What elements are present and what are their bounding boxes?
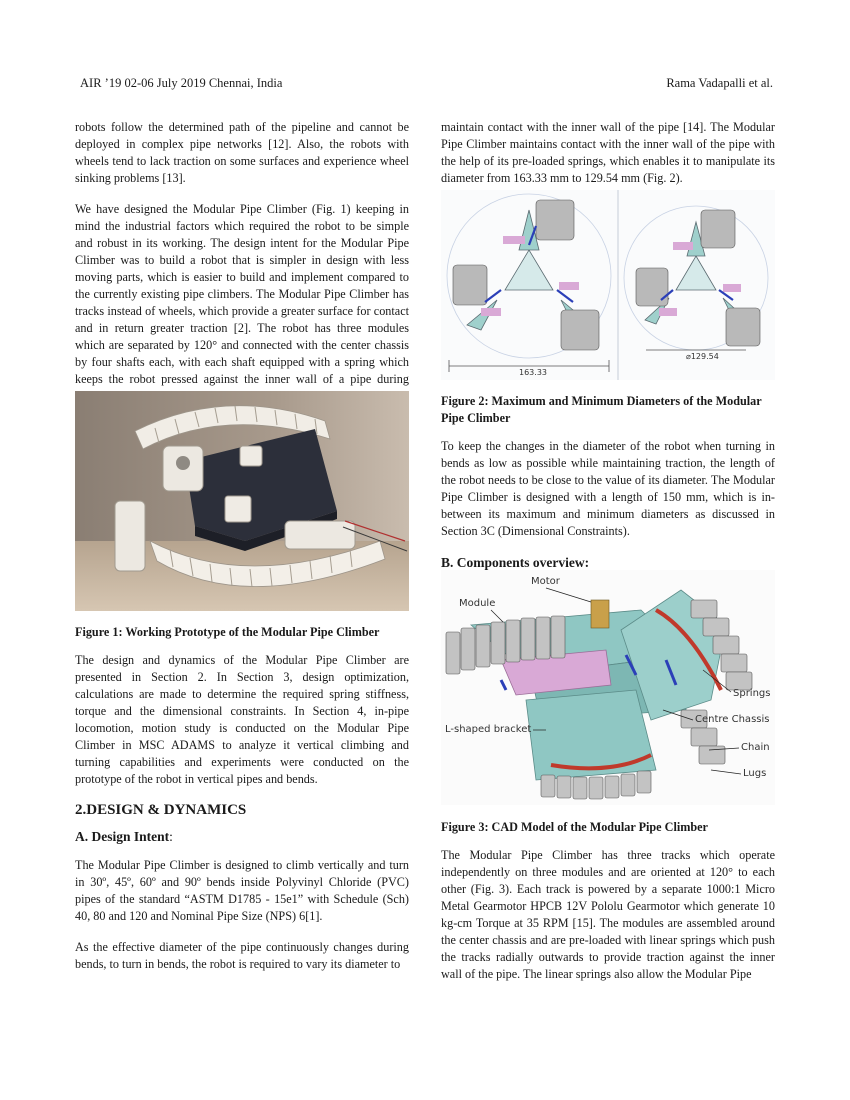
figure-2-caption: Figure 2: Maximum and Minimum Diameters of the Modular Pipe Climber (441, 394, 762, 425)
cad-label-module: Module (459, 598, 496, 609)
paragraph-design-intent: The Modular Pipe Climber is designed to climb vertically and turn in 30º, 45º, 60º and 90º bends inside Polyvinyl Chloride (PVC) pipes of the standard “ASTM D1785 - 15e1” with Schedule (Sch) 40, 80 and 120 and Nominal Pipe Size (NPS) 6[1]. (75, 858, 409, 923)
paragraph-diameter-change: maintain contact with the inner wall of the pipe [14]. The Modular Pipe Climber maintains contact with the inner wall of the pipe with the help of its pre-loaded springs, which enables it to manipulate its diameter from 163.33 mm to 129.54 mm (Fig. 2). (441, 120, 775, 185)
paragraph-design-overview: We have designed the Modular Pipe Climber (Fig. 1) keeping in mind the industrial factors which required the robot to be simple and robust in its working. The design intent for the Modular Pipe Climber was to build a robot that is simpler in design with less moving parts, which is easier to build and implement compared to the currently existing pipe climbers. The Modular Pipe Climber has tracks instead of wheels, which provide a greater surface for contact and in return greater traction [2]. The robot has three modules which are separated by 120° and connected with the center chassis by four shafts each, with each shaft equipped with a spring which keeps the robot pressed against the inner wall of a pipe during (75, 202, 409, 386)
cad-label-chain: Chain (741, 742, 770, 753)
figure-1-photo (75, 391, 409, 611)
paragraph-length-constraint: To keep the changes in the diameter of the robot when turning in bends as low as possible while maintaining traction, the length of the robot needs to be close to the value of its diameter. The Modular Pipe Climber is designed with a length of 150 mm, which is in-between its maximum and minimum diameters as discussed in Section 3C (Dimensional Constraints). (441, 439, 775, 538)
min-diameter-view (624, 206, 768, 350)
right-column-middle (441, 393, 775, 571)
paragraph-tracks: The Modular Pipe Climber has three tracks which operate independently on three modules and are oriented at 120° to each other (Fig. 3). Each track is powered by a separate 1000:1 Micro Metal Gearmotor HPCB 12V Pololu Gearmotor which generate 10 kg-cm Torque at 35 RPM [15]. The modules are assembled around the center chassis and are pre-loaded with linear springs which push the tracks radially outwards to provide traction against the inner wall of the pipe. The linear springs also allow the Modular Pipe (441, 848, 775, 981)
diameter-diagrams (441, 190, 775, 380)
right-column-top (441, 119, 775, 187)
figure-2-dim-max: 163.33 (519, 368, 547, 377)
cad-label-bracket: L-shaped bracket (445, 724, 532, 735)
cad-label-centre-chassis: Centre Chassis (695, 714, 770, 725)
running-header-left: AIR ’19 02-06 July 2019 Chennai, India (80, 76, 283, 90)
paragraph-intro-continued: robots follow the determined path of the pipeline and cannot be deployed in complex pipe networks [12]. Also, the robots with wheels tend to lack traction on some surfaces and experience wheel sinking problems [13]. (75, 120, 409, 185)
prototype-illustration (75, 391, 409, 611)
subsection-a-colon: : (169, 829, 173, 844)
cad-label-lugs: Lugs (743, 768, 767, 779)
figure-2-dim-min: ⌀129.54 (686, 352, 719, 361)
right-column-lower (441, 819, 775, 983)
subsection-a-title: A. Design Intent (75, 829, 170, 844)
left-column (75, 119, 409, 405)
figure-1-caption: Figure 1: Working Prototype of the Modular Pipe Climber (75, 625, 380, 639)
cad-label-motor: Motor (531, 576, 560, 587)
figure-2-diagram (441, 190, 775, 380)
subsection-heading-a (75, 828, 409, 845)
section-heading: 2.DESIGN & DYNAMICS (75, 802, 247, 818)
figure-3-caption: Figure 3: CAD Model of the Modular Pipe Climber (441, 820, 708, 834)
paragraph-bends: As the effective diameter of the pipe continuously changes during bends, to turn in bends, the robot is required to vary its diameter to (75, 940, 409, 971)
running-header-right: Rama Vadapalli et al. (666, 76, 773, 90)
subsection-heading-b: B. Components overview: (441, 555, 590, 570)
paragraph-paper-outline: The design and dynamics of the Modular Pipe Climber are presented in Section 2. In Section 3, design optimization, calculations are made to determine the required spring stiffness, torque and the dimensional constraints. In Section 4, in-pipe locomotion, motion study is conducted on the Modular Pipe Climber in MSC ADAMS to analyze it vertical climbing and turning capabilities and experiments were conducted on the prototype of the robot in vertical pipes and bends. (75, 653, 409, 786)
max-diameter-view (447, 194, 611, 372)
cad-label-springs: Springs (733, 688, 771, 699)
left-column-lower (75, 624, 409, 788)
figure-3-cad (441, 570, 775, 805)
left-column-section (75, 802, 409, 973)
